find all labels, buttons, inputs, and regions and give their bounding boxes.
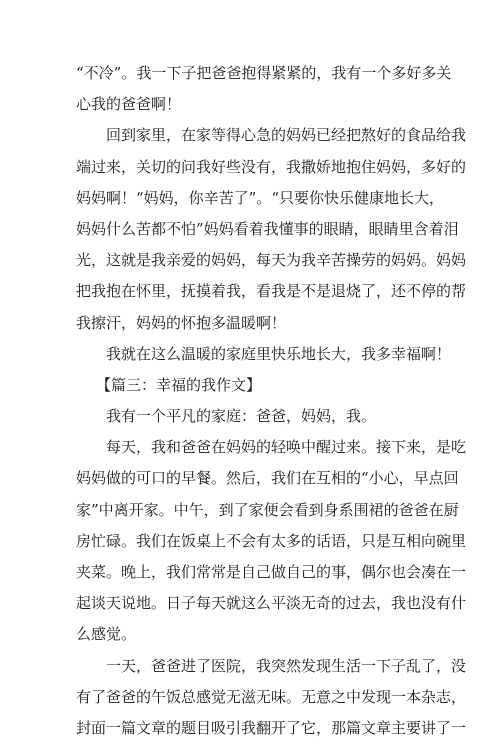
text-line: 妈妈做的可口的早餐。然后，我们在互相的“小心，早点回	[76, 469, 459, 488]
text-line: 妈妈啊！“妈妈，你辛苦了”。“只要你快乐健康地长大，	[76, 188, 445, 207]
text-line: 一天，爸爸进了医院，我突然发现生活一下子乱了，没	[106, 656, 467, 675]
text-line: 回到家里，在家等得心急的妈妈已经把熬好的食品给我	[106, 126, 467, 145]
text-line: 光，这就是我亲爱的妈妈，每天为我辛苦操劳的妈妈。妈妈	[76, 251, 467, 270]
text-line: 夹菜。晚上，我们常常是自己做自己的事，偶尔也会凑在一	[76, 563, 467, 581]
text-line: 家”中离开家。中午，到了家便会看到身系围裙的爸爸在厨	[76, 500, 459, 519]
text-line: 封面一篇文章的题目吸引我翻开了它，那篇文章主要讲了一	[76, 718, 467, 737]
text-line: 有了爸爸的午饭总感觉无滋无味。无意之中发现一本杂志，	[76, 687, 467, 706]
text-line: 妈妈什么苦都不怕”妈妈看着我懂事的眼睛，眼睛里含着泪	[76, 219, 459, 238]
text-line: 端过来，关切的问我好些没有，我撒娇地抱住妈妈，多好的	[76, 157, 467, 176]
text-line: 我就在这么温暖的家庭里快乐地长大，我多幸福啊！	[106, 344, 452, 363]
text-line: 房忙碌。我们在饭桌上不会有太多的话语，只是互相向碗里	[76, 531, 467, 550]
document-body	[76, 58, 467, 744]
text-line: 我擦汗，妈妈的怀抱多温暖啊！	[76, 313, 287, 332]
text-line: 把我抱在怀里，抚摸着我，看我是不是退烧了，还不停的帮	[76, 282, 467, 301]
text-line: “不冷”。我一下子把爸爸抱得紧紧的，我有一个多好多关	[76, 64, 452, 82]
section-heading: 【篇三：幸福的我作文】	[96, 375, 262, 394]
text-line: 我有一个平凡的家庭：爸爸，妈妈，我。	[106, 407, 377, 426]
text-line: 起谈天说地。日子每天就这么平淡无奇的过去，我也没有什	[76, 594, 467, 613]
text-line: 每天，我和爸爸在妈妈的轻唤中醒过来。接下来，是吃	[106, 438, 467, 457]
text-line: 么感觉。	[76, 625, 137, 644]
text-line: 心我的爸爸啊！	[76, 95, 182, 114]
